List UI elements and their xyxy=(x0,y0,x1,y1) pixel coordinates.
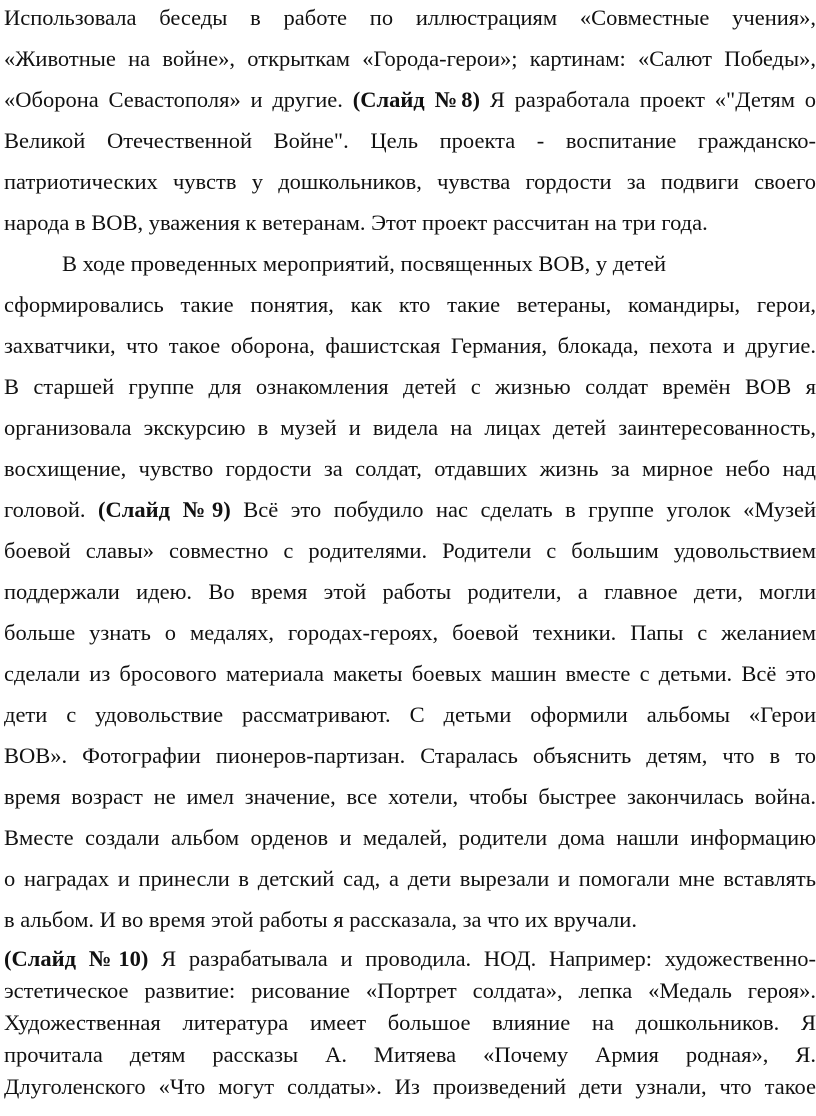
paragraph-2-line-14: время возраст не имел значение, все хотели, чтобы быстрее закончилась война. xyxy=(4,784,816,809)
paragraph-1-line-3-start: «Оборона Севастополя» и другие. xyxy=(4,87,343,112)
paragraph-2-line-4: В старшей группе для ознакомления детей с жизнью солдат времён ВОВ я xyxy=(4,374,816,399)
paragraph-1-line-6: народа в ВОВ, уважения к ветеранам. Этот проект рассчитан на три года. xyxy=(4,210,708,235)
paragraph-3-line-4: прочитала детям рассказы А. Митяева «Почему Армия родная», Я. xyxy=(4,1042,816,1067)
paragraph-2-line-12: дети с удовольствие рассматривают. С детьми оформили альбомы «Герои xyxy=(4,702,816,727)
paragraph-1-line-3 xyxy=(4,86,816,114)
paragraph-2-line-13: ВОВ». Фотографии пионеров-партизан. Старалась объяснить детям, что в то xyxy=(4,743,816,768)
paragraph-2-line-8: боевой славы» совместно с родителями. Родители с большим удовольствием xyxy=(4,538,816,563)
paragraph-3-line-2: эстетическое развитие: рисование «Портрет солдата», лепка «Медаль героя». xyxy=(4,978,816,1003)
paragraph-2-line-3: захватчики, что такое оборона, фашистская Германия, блокада, пехота и другие. xyxy=(4,333,816,358)
paragraph-1-line-5: патриотических чувств у дошкольников, чувства гордости за подвиги своего xyxy=(4,169,816,194)
paragraph-1-line-2: «Животные на войне», открыткам «Города-герои»; картинам: «Салют Победы», xyxy=(4,46,816,71)
paragraph-2-line-1: В ходе проведенных мероприятий, посвященных ВОВ, у детей xyxy=(62,251,667,276)
paragraph-2-line-7 xyxy=(4,496,816,524)
paragraph-2-line-10: больше узнать о медалях, городах-героях, боевой техники. Папы с желанием xyxy=(4,620,816,645)
slide-9-label: (Слайд №9) xyxy=(98,497,231,522)
paragraph-1-line-1: Использовала беседы в работе по иллюстрациям «Совместные учения», xyxy=(4,5,816,30)
slide-8-label: (Слайд №8) xyxy=(352,87,480,112)
paragraph-2-line-5: организовала экскурсию в музей и видела на лицах детей заинтересованность, xyxy=(4,415,816,440)
paragraph-2-line-17: в альбом. И во время этой работы я рассказала, за что их вручали. xyxy=(4,907,637,932)
paragraph-3-line-5: Длуголенского «Что могут солдаты». Из произведений дети узнали, что такое xyxy=(4,1074,816,1099)
paragraph-2-line-15: Вместе создали альбом орденов и медалей, родители дома нашли информацию xyxy=(4,825,816,850)
paragraph-1-line-4: Великой Отечественной Войне". Цель проекта - воспитание гражданско- xyxy=(4,128,816,153)
paragraph-2-line-6: восхищение, чувство гордости за солдат, отдавших жизнь за мирное небо над xyxy=(4,456,816,481)
paragraph-3-line-1-text: Я разрабатывала и проводила. НОД. Например: художественно- xyxy=(161,946,816,971)
paragraph-3-line-3: Художественная литература имеет большое влияние на дошкольников. Я xyxy=(4,1010,816,1035)
paragraph-2-line-7-end: Всё это побудило нас сделать в группе уголок «Музей xyxy=(243,497,816,522)
slide-10-label: (Слайд №10) xyxy=(4,946,149,971)
paragraph-3-line-1 xyxy=(4,945,816,973)
paragraph-2-line-7-start: головой. xyxy=(4,497,86,522)
paragraph-1-line-3-end: Я разработала проект «"Детям о xyxy=(489,87,816,112)
paragraph-2-line-9: поддержали идею. Во время этой работы родители, а главное дети, могли xyxy=(4,579,816,604)
paragraph-2-line-2: сформировались такие понятия, как кто такие ветераны, командиры, герои, xyxy=(4,292,816,317)
paragraph-2-line-16: о наградах и принесли в детский сад, а дети вырезали и помогали мне вставлять xyxy=(4,866,816,891)
paragraph-2-line-11: сделали из бросового материала макеты боевых машин вместе с детьми. Всё это xyxy=(4,661,816,686)
